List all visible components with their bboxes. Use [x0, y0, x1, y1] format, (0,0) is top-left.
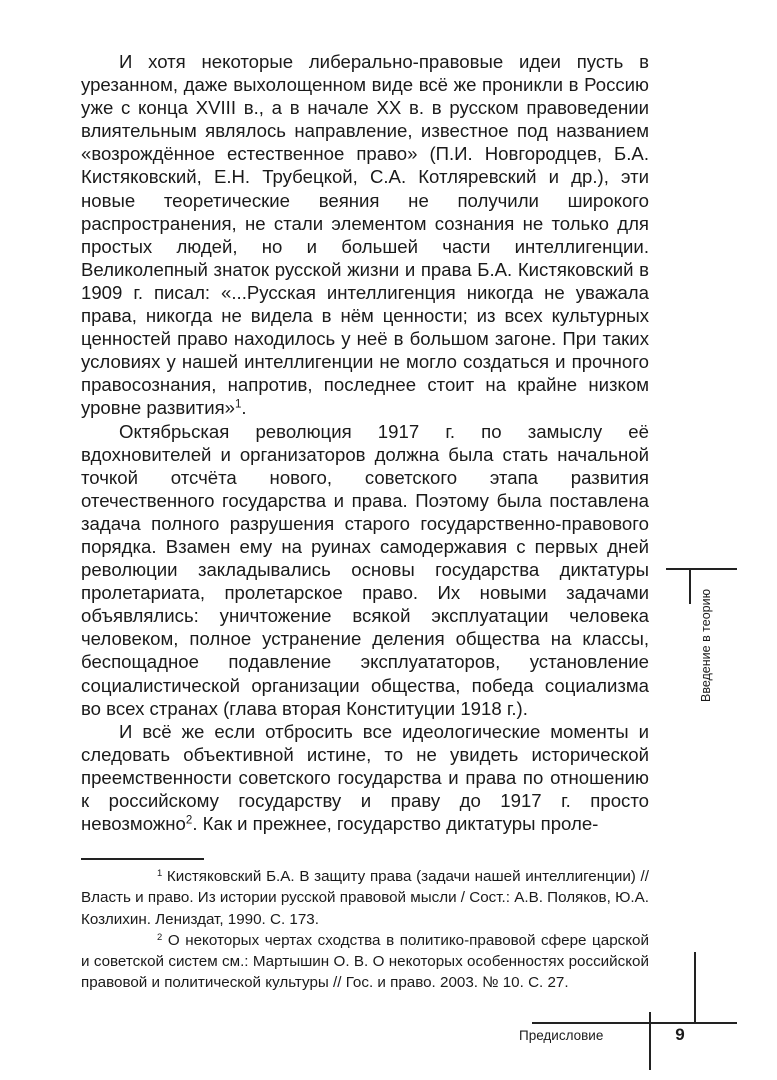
paragraph — [81, 50, 649, 420]
side-tab-rule — [666, 568, 737, 570]
footer-rule — [532, 1022, 737, 1024]
footnote-reference: 1 — [235, 399, 242, 412]
side-tab-label: Введение в теорию — [699, 589, 713, 702]
paragraph-text: И всё же если отбросить все идеологические моменты и следовать объективной истине, то не увидеть исторической преемственности советского государства и права по отношению к российскому государству и праву до 1917 г. просто невозможно — [81, 720, 649, 835]
footnote-reference: 2 — [185, 814, 193, 827]
main-text — [81, 50, 649, 835]
side-tab-divider — [689, 568, 691, 604]
paragraph — [81, 420, 649, 720]
footnote-text: О некоторых чертах сходства в политико-правовой сфере царской и советской систем см.: Мартышин О. В. О некоторых особенностях российской правовой и политической культуры // Гос. и право. 2003. № 10. С. 27. — [81, 931, 649, 992]
footnote — [81, 866, 649, 930]
paragraph-tail: . — [241, 397, 247, 419]
paragraph-tail: . Как и прежнее, государство диктатуры проле- — [192, 813, 599, 835]
footnote-mark: 2 — [157, 930, 163, 942]
margin-rule — [694, 952, 696, 1024]
footer-divider — [649, 1012, 651, 1070]
footnote — [81, 930, 649, 994]
paragraph-text: И хотя некоторые либерально-правовые идеи пусть в урезанном, даже выхолощенном виде всё же проникли в Россию уже с конца XVIII в., а в начале XX в. в русском правоведении влиятельным являлось направление, известное под названием «возрождённое естественное право» (П.И. Новгородцев, Б.А. Кистяковский, Е.Н. Трубецкой, С.А. Котляревский и др.), эти новые теоретические веяния не получили широкого распространения, не стали элементом сознания не только для простых людей, но и большей части интеллигенции. Великолепный знаток русской жизни и права Б.А. Кистяковский в 1909 г. писал: «...Русская интеллигенция никогда не уважала права, никогда не видела в нём ценности; из всех культурных ценностей право находилось у неё в большом загоне. При таких условиях у нашей интеллигенции не могло создаться и прочного правосознания, напротив, последнее стоит на крайне низком уровне развития» — [81, 51, 649, 419]
page-number: 9 — [675, 1025, 685, 1044]
footnote-separator — [81, 858, 204, 860]
paragraph — [81, 720, 649, 835]
paragraph-text: Октябрьская революция 1917 г. по замыслу её вдохновителей и организаторов должна была стать начальной точкой отсчёта нового, советского этапа развития отечественного государства и права. Поэтому была поставлена задача полного разрушения старого государственно-правового порядка. Взамен ему на руинах самодержавия с первых дней революции закладывались основы государства диктатуры пролетариата, пролетарское право. Их новыми задачами объявлялись: уничтожение всякой эксплуатации человека человеком, полное устранение деления общества на классы, беспощадное подавление эксплуататоров, установление социалистической организации общества, победа социализма во всех странах (глава вторая Конституции 1918 г.). — [81, 420, 649, 719]
footnote-text: Кистяковский Б.А. В защиту права (задачи нашей интеллигенции) // Власть и право. Из истории русской правовой мысли / Сост.: А.В. Поляков, Ю.А. Козлихин. Лениздат, 1990. С. 173. — [81, 868, 649, 928]
footnotes — [81, 866, 649, 994]
footer-section-label: Предисловие — [519, 1028, 604, 1043]
footnote-mark: 1 — [157, 866, 163, 878]
